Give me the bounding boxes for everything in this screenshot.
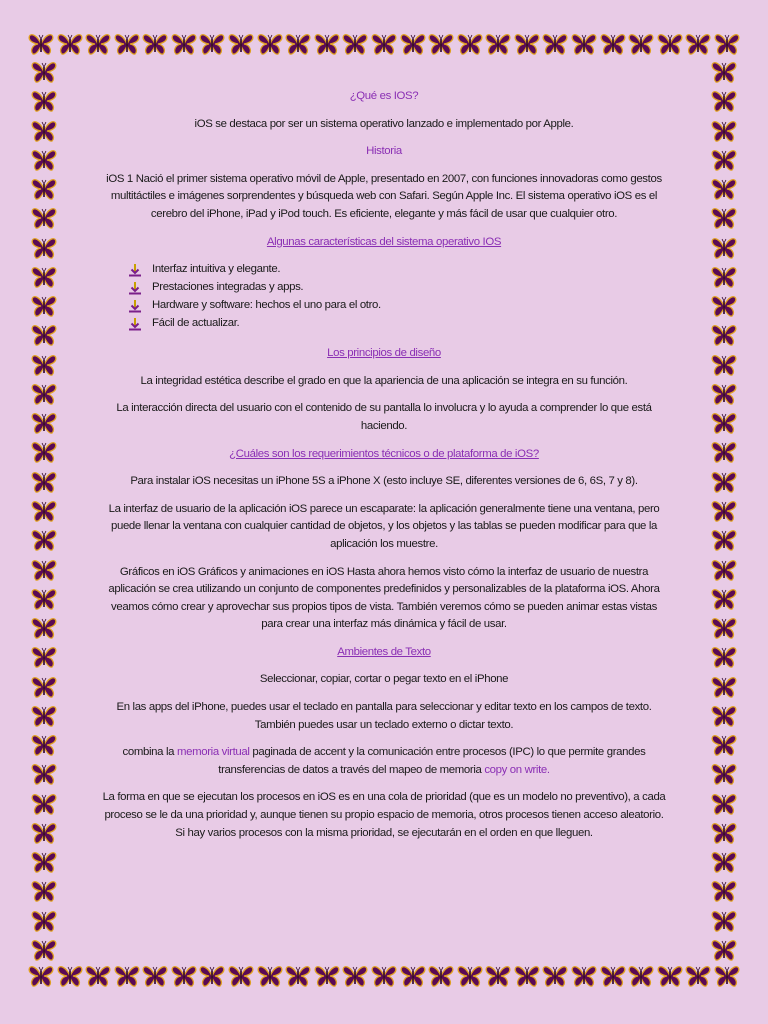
butterfly-icon <box>485 964 511 988</box>
butterfly-icon <box>257 964 283 988</box>
butterfly-icon <box>711 587 737 611</box>
butterfly-icon <box>711 323 737 347</box>
butterfly-icon <box>314 32 340 56</box>
list-item <box>100 279 668 297</box>
heading-design-principles: Los principios de diseño <box>327 347 441 360</box>
butterfly-icon <box>628 32 654 56</box>
feature-label: Fácil de actualizar. <box>152 317 240 330</box>
butterfly-icon <box>342 964 368 988</box>
butterfly-icon <box>485 32 511 56</box>
heading-requirements: ¿Cuáles son los requerimientos técnicos o de plataforma de iOS? <box>229 447 539 460</box>
requirements-paragraph-3: Gráficos en iOS Gráficos y animaciones en iOS Hasta ahora hemos visto cómo la interfaz de usuario de nuestra aplicación se crea utilizando un conjunto de componentes predefinidos y personalizables de la plataforma iOS. Ahora veamos cómo crear y aprovechar sus propios tipos de vista. También veremos cómo se pueden animar estas vistas para crear una interfaz más dinámica y fácil de usar. <box>108 565 660 631</box>
butterfly-icon <box>57 964 83 988</box>
butterfly-icon <box>31 645 57 669</box>
butterfly-icon <box>31 294 57 318</box>
requirements-paragraph-1: Para instalar iOS necesitas un iPhone 5S a iPhone X (esto incluye SE, diferentes versiones de 6, 6S, 7 y 8). <box>130 475 638 488</box>
butterfly-icon <box>31 148 57 172</box>
memory-paragraph <box>100 744 668 779</box>
butterfly-icon <box>142 964 168 988</box>
butterfly-icon <box>428 32 454 56</box>
butterfly-icon <box>711 879 737 903</box>
heading-text-environments: Ambientes de Texto <box>337 645 431 658</box>
butterfly-border-left <box>29 60 59 962</box>
list-item <box>100 315 668 333</box>
butterfly-icon <box>711 909 737 933</box>
butterfly-icon <box>31 733 57 757</box>
butterfly-icon <box>85 964 111 988</box>
feature-label: Hardware y software: hechos el uno para el otro. <box>152 299 381 312</box>
intro-paragraph: iOS se destaca por ser un sistema operativo lanzado e implementado por Apple. <box>194 117 574 130</box>
butterfly-icon <box>31 206 57 230</box>
butterfly-icon <box>31 89 57 113</box>
butterfly-icon <box>31 60 57 84</box>
butterfly-icon <box>711 733 737 757</box>
butterfly-icon <box>542 32 568 56</box>
butterfly-icon <box>31 382 57 406</box>
butterfly-icon <box>600 964 626 988</box>
butterfly-icon <box>711 528 737 552</box>
butterfly-icon <box>657 32 683 56</box>
butterfly-icon <box>314 964 340 988</box>
butterfly-icon <box>628 964 654 988</box>
butterfly-icon <box>31 411 57 435</box>
butterfly-icon <box>31 528 57 552</box>
butterfly-icon <box>31 119 57 143</box>
butterfly-icon <box>711 89 737 113</box>
butterfly-icon <box>711 119 737 143</box>
butterfly-icon <box>711 470 737 494</box>
butterfly-icon <box>711 206 737 230</box>
butterfly-border-top <box>28 30 740 58</box>
text-paragraph-1: Seleccionar, copiar, cortar o pegar texto en el iPhone <box>259 673 509 686</box>
butterfly-icon <box>31 762 57 786</box>
butterfly-icon <box>711 762 737 786</box>
process-paragraph: La forma en que se ejecutan los procesos en iOS es en una cola de prioridad (que es un modelo no preventivo), a cada proceso se le da una prioridad y, aunque tienen su propio espacio de memoria, otros procesos tienen acceso aleatorio. Si hay varios procesos con la misma prioridad, se ejecutarán en el orden en que lleguen. <box>102 791 666 839</box>
butterfly-border-bottom <box>28 962 740 990</box>
butterfly-icon <box>711 850 737 874</box>
butterfly-icon <box>711 675 737 699</box>
butterfly-icon <box>285 32 311 56</box>
butterfly-icon <box>114 964 140 988</box>
text-paragraph-2: En las apps del iPhone, puedes usar el teclado en pantalla para seleccionar y editar texto en los campos de texto. También puedes usar un teclado externo o dictar texto. <box>116 701 652 731</box>
butterfly-icon <box>711 792 737 816</box>
history-paragraph: iOS 1 Nació el primer sistema operativo móvil de Apple, presentado en 2007, con funciones innovadoras como gestos multitáctiles e imágenes sorprendentes y búsqueda web con Safari. Según Apple Inc. El sistema operativo iOS es el cerebro del iPhone, iPad y iPod touch. Es eficiente, elegante y más fácil de usar que cualquier otro. <box>106 172 662 220</box>
butterfly-icon <box>711 821 737 845</box>
butterfly-icon <box>199 32 225 56</box>
butterfly-icon <box>711 177 737 201</box>
butterfly-icon <box>711 938 737 962</box>
butterfly-icon <box>571 32 597 56</box>
list-item <box>100 297 668 315</box>
butterfly-icon <box>31 440 57 464</box>
heading-features: Algunas características del sistema operativo IOS <box>266 235 502 248</box>
butterfly-icon <box>31 470 57 494</box>
butterfly-icon <box>371 32 397 56</box>
butterfly-icon <box>31 236 57 260</box>
design-paragraph-1: La integridad estética describe el grado en que la apariencia de una aplicación se integra en su función. <box>140 374 628 387</box>
butterfly-icon <box>171 32 197 56</box>
butterfly-icon <box>114 32 140 56</box>
butterfly-icon <box>257 32 283 56</box>
butterfly-icon <box>228 32 254 56</box>
butterfly-icon <box>28 32 54 56</box>
butterfly-icon <box>711 645 737 669</box>
virtual-memory-link[interactable]: memoria virtual <box>176 746 250 759</box>
arrow-bullet-icon <box>128 299 142 313</box>
butterfly-icon <box>685 32 711 56</box>
butterfly-icon <box>31 499 57 523</box>
butterfly-icon <box>285 964 311 988</box>
butterfly-icon <box>371 964 397 988</box>
butterfly-icon <box>31 675 57 699</box>
butterfly-icon <box>28 964 54 988</box>
butterfly-icon <box>142 32 168 56</box>
butterfly-icon <box>31 587 57 611</box>
butterfly-icon <box>85 32 111 56</box>
butterfly-icon <box>31 558 57 582</box>
butterfly-icon <box>31 879 57 903</box>
heading-what-is-ios: ¿Qué es IOS? <box>349 90 419 102</box>
requirements-paragraph-2: La interfaz de usuario de la aplicación iOS parece un escaparate: la aplicación generalmente tiene una ventana, pero puede llenar la ventana con cualquier cantidad de objetos, y los objetos y las tablas se pueden modificar para que la aplicación los muestre. <box>108 502 660 550</box>
butterfly-icon <box>31 850 57 874</box>
design-paragraph-2: La interacción directa del usuario con el contenido de su pantalla lo involucra y lo ayuda a comprender lo que está haciendo. <box>116 402 652 432</box>
butterfly-icon <box>31 323 57 347</box>
heading-history: Historia <box>366 145 402 158</box>
butterfly-icon <box>714 32 740 56</box>
butterfly-icon <box>657 964 683 988</box>
butterfly-icon <box>711 60 737 84</box>
butterfly-icon <box>711 148 737 172</box>
butterfly-icon <box>711 382 737 406</box>
arrow-bullet-icon <box>128 263 142 277</box>
butterfly-icon <box>31 938 57 962</box>
arrow-bullet-icon <box>128 317 142 331</box>
memory-text-start: combina la <box>122 746 177 759</box>
feature-label: Prestaciones integradas y apps. <box>152 281 304 294</box>
butterfly-icon <box>228 964 254 988</box>
butterfly-icon <box>711 294 737 318</box>
butterfly-icon <box>31 616 57 640</box>
butterfly-icon <box>542 964 568 988</box>
butterfly-icon <box>400 964 426 988</box>
butterfly-icon <box>171 964 197 988</box>
memory-text-middle: paginada de accent y la comunicación entre procesos (IPC) lo que permite grandes transferencias de datos a través del mapeo de memoria <box>218 746 646 776</box>
butterfly-icon <box>400 32 426 56</box>
butterfly-icon <box>31 909 57 933</box>
butterfly-icon <box>31 704 57 728</box>
copy-on-write-link[interactable]: copy on write. <box>484 763 550 776</box>
butterfly-icon <box>711 499 737 523</box>
butterfly-icon <box>31 821 57 845</box>
butterfly-icon <box>714 964 740 988</box>
butterfly-icon <box>711 616 737 640</box>
butterfly-icon <box>600 32 626 56</box>
butterfly-icon <box>57 32 83 56</box>
butterfly-icon <box>685 964 711 988</box>
butterfly-icon <box>514 964 540 988</box>
butterfly-icon <box>514 32 540 56</box>
butterfly-icon <box>342 32 368 56</box>
butterfly-icon <box>711 353 737 377</box>
butterfly-icon <box>31 353 57 377</box>
butterfly-icon <box>457 964 483 988</box>
butterfly-icon <box>31 792 57 816</box>
arrow-bullet-icon <box>128 281 142 295</box>
butterfly-icon <box>711 236 737 260</box>
butterfly-border-right <box>709 60 739 962</box>
butterfly-icon <box>711 440 737 464</box>
butterfly-icon <box>428 964 454 988</box>
list-item <box>100 261 668 279</box>
butterfly-icon <box>571 964 597 988</box>
butterfly-icon <box>31 265 57 289</box>
butterfly-icon <box>711 704 737 728</box>
butterfly-icon <box>711 265 737 289</box>
butterfly-icon <box>199 964 225 988</box>
butterfly-icon <box>31 177 57 201</box>
features-list <box>100 261 668 333</box>
butterfly-icon <box>457 32 483 56</box>
butterfly-icon <box>711 558 737 582</box>
document-page <box>100 88 668 852</box>
butterfly-icon <box>711 411 737 435</box>
feature-label: Interfaz intuitiva y elegante. <box>152 263 281 276</box>
